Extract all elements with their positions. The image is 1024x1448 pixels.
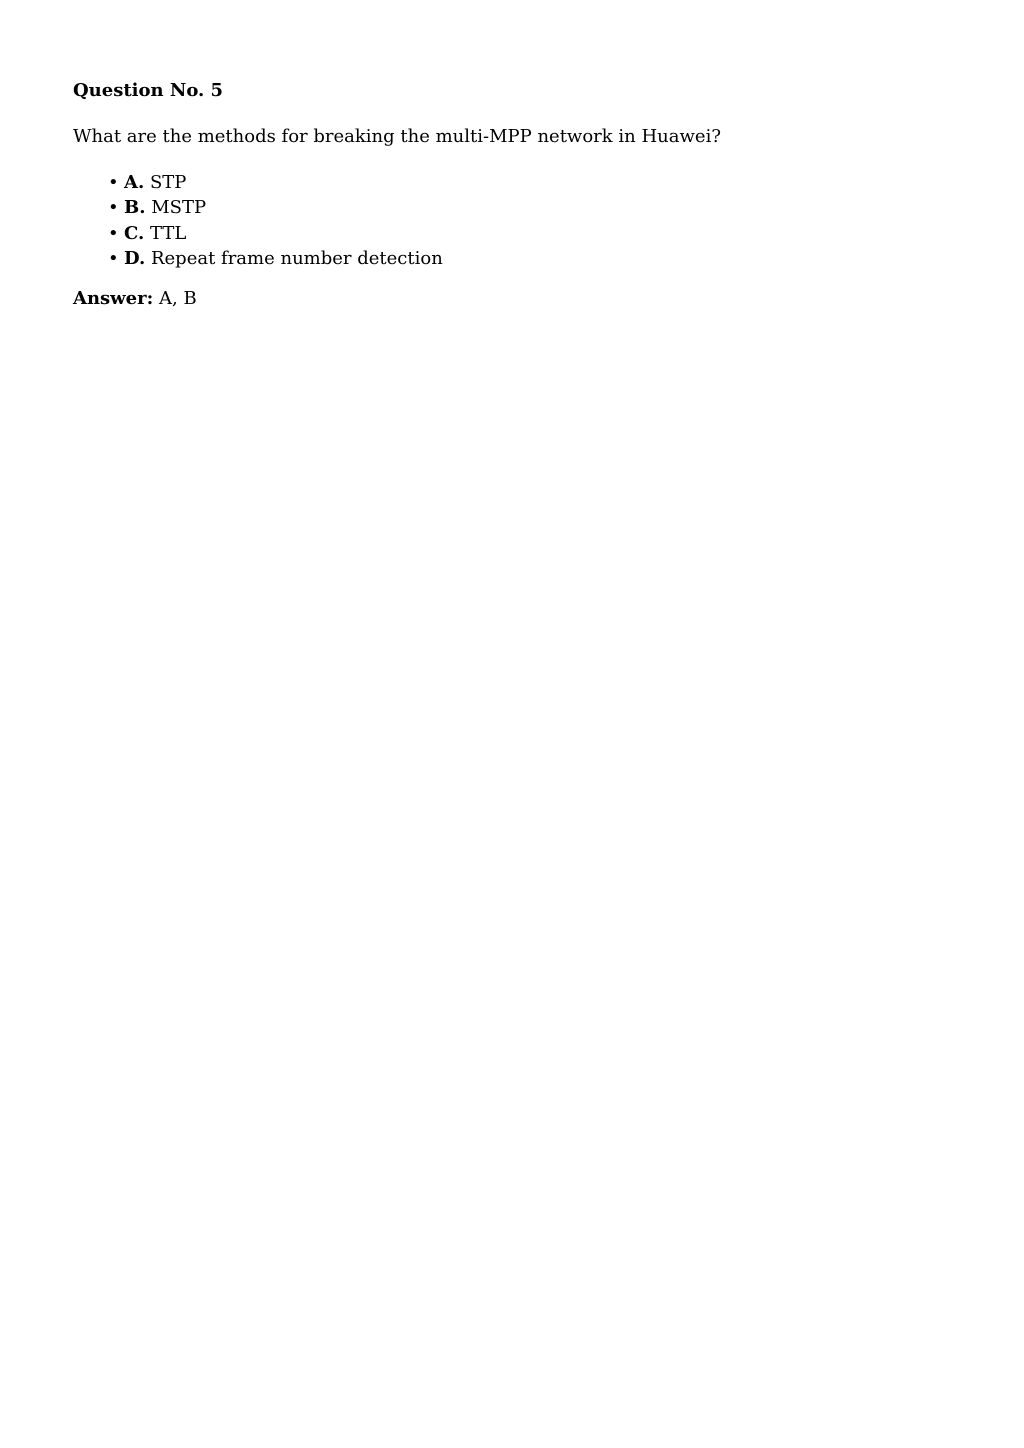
option-b — [108, 195, 953, 220]
option-text: Repeat frame number detection — [150, 247, 443, 269]
options-list — [73, 170, 953, 271]
question-title: Question No. 5 — [73, 80, 224, 101]
answer — [73, 286, 953, 312]
answer-value: A, B — [159, 288, 197, 310]
bullet-icon: • — [108, 247, 119, 269]
question-page — [73, 78, 953, 312]
option-text: TTL — [150, 222, 187, 244]
option-text: STP — [149, 172, 187, 193]
option-letter: B. — [124, 197, 146, 219]
question-text: What are the methods for breaking the multi-MPP network in Huawei? — [73, 126, 721, 147]
option-a — [108, 170, 953, 195]
answer-label: Answer: — [73, 288, 154, 310]
bullet-icon: • — [108, 172, 119, 193]
option-text: MSTP — [151, 197, 207, 219]
bullet-icon: • — [108, 197, 119, 219]
option-d — [108, 246, 953, 271]
bullet-icon: • — [108, 222, 119, 244]
option-letter: A. — [124, 172, 145, 193]
option-letter: D. — [124, 247, 146, 269]
option-letter: C. — [124, 222, 145, 244]
option-c — [108, 221, 953, 246]
